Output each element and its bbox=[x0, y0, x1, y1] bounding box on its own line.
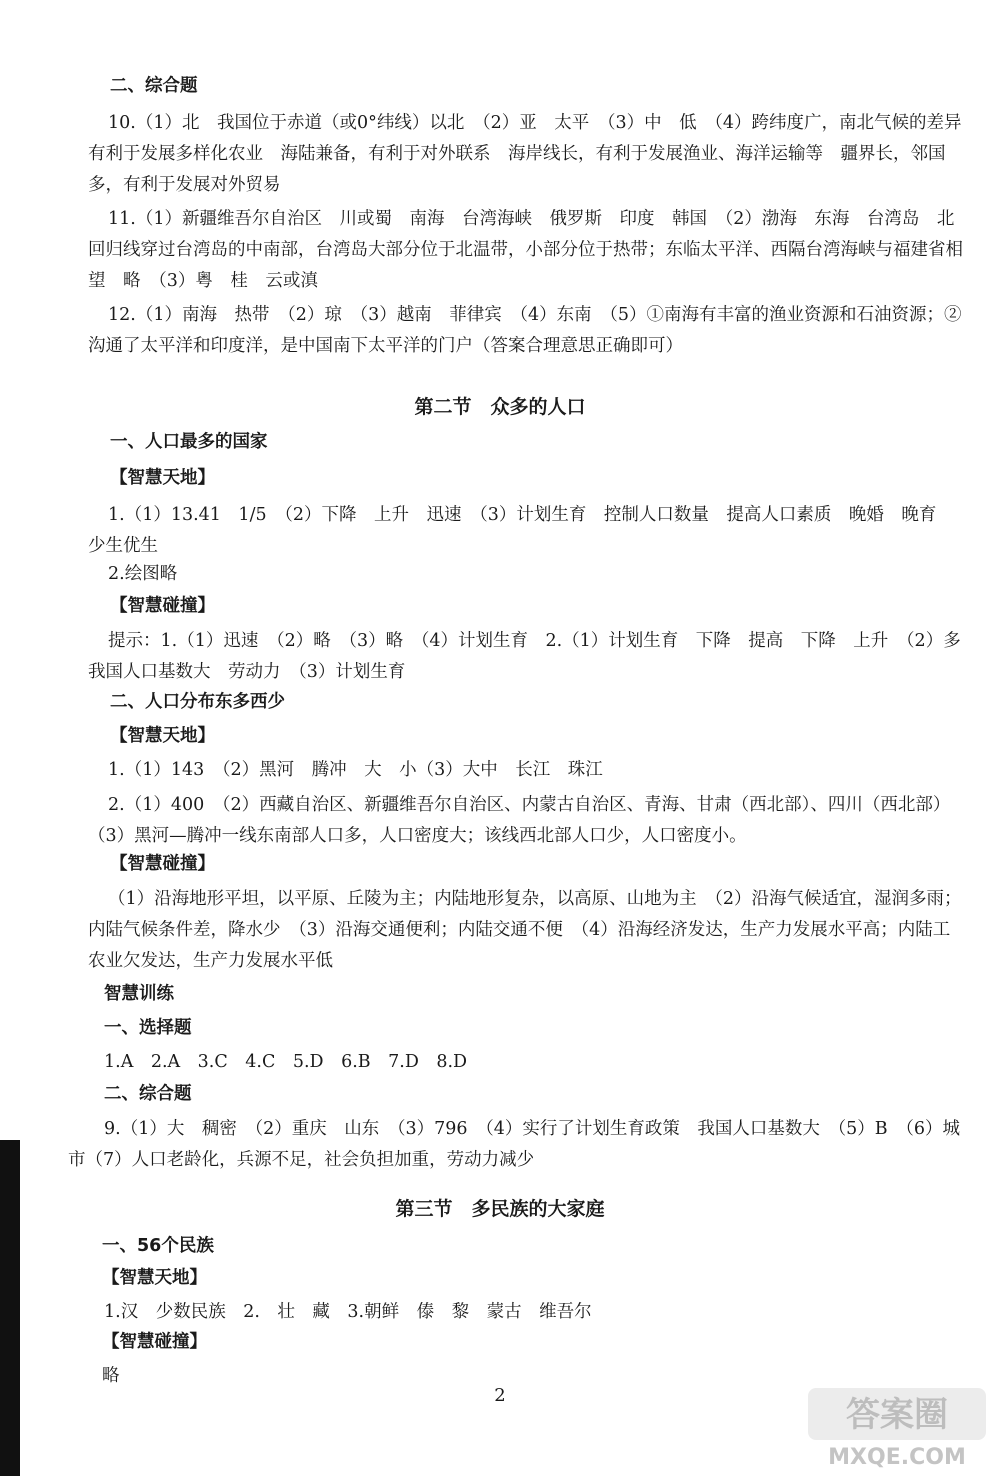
heading-zhihui-pengzhuang-3: 【智慧碰撞】 bbox=[102, 1332, 207, 1352]
heading-zonghe-2: 二、综合题 bbox=[104, 1084, 192, 1104]
heading-zhihui-pengzhuang-1: 【智慧碰撞】 bbox=[110, 596, 215, 616]
heading-zhihui-tiandi-1: 【智慧天地】 bbox=[110, 468, 215, 488]
heading-renkou-2: 二、人口分布东多西少 bbox=[110, 692, 285, 712]
watermark-logo bbox=[802, 1384, 992, 1470]
heading-minzu: 一、56个民族 bbox=[102, 1236, 214, 1256]
page-edge-bar bbox=[0, 1140, 20, 1476]
renkou-answer-4: 1.（1）143 （2）黑河 腾冲 大 小（3）大中 长江 珠江 bbox=[108, 760, 603, 780]
heading-zhihui-pengzhuang-2: 【智慧碰撞】 bbox=[110, 854, 215, 874]
watermark-url: MXQE.COM bbox=[828, 1445, 966, 1470]
page-number: 2 bbox=[494, 1385, 506, 1406]
renkou-answer-6: （1）沿海地形平坦，以平原、丘陵为主；内陆地形复杂，以高原、山地为主 （2）沿海气候适宜，湿润多雨；内陆气候条件差，降水少 （3）沿海交通便利；内陆交通不便 （4）沿海经济发达，生产力发展水平高；内陆工农业欠发达，生产力发展水平低 bbox=[88, 889, 962, 971]
minzu-answer-1: 1.汉 少数民族 2. 壮 藏 3.朝鲜 傣 黎 蒙古 维吾尔 bbox=[104, 1302, 592, 1322]
heading-zhihui-tiandi-3: 【智慧天地】 bbox=[102, 1268, 207, 1288]
section-title-3: 第三节 多民族的大家庭 bbox=[395, 1198, 605, 1220]
renkou-answer-1: 1.（1）13.41 1/5 （2）下降 上升 迅速 （3）计划生育 控制人口数量 提高人口素质 晚婚 晚育 少生优生 bbox=[88, 505, 954, 556]
heading-zhihui-xunlian: 智慧训练 bbox=[104, 984, 174, 1004]
heading-renkou-1: 一、人口最多的国家 bbox=[110, 432, 268, 452]
answer-12: 12.（1）南海 热带 （2）琼 （3）越南 菲律宾 （4）东南 （5）①南海有丰富的渔业资源和石油资源；②沟通了太平洋和印度洋，是中国南下太平洋的门户（答案合理意思正确即可） bbox=[88, 305, 962, 356]
lue-text: 略 bbox=[102, 1366, 120, 1386]
renkou-answer-2: 2.绘图略 bbox=[108, 564, 178, 584]
heading-zhihui-tiandi-2: 【智慧天地】 bbox=[110, 726, 215, 746]
answer-10: 10.（1）北 我国位于赤道（或0°纬线）以北 （2）亚 太平 （3）中 低 （4）跨纬度广，南北气候的差异有利于发展多样化农业 海陆兼备，有利于对外联系 海岸线长，有利于发展渔业、海洋运输等 疆界长，邻国多，有利于发展对外贸易 bbox=[88, 113, 962, 195]
renkou-answer-5: 2.（1）400 （2）西藏自治区、新疆维吾尔自治区、内蒙古自治区、青海、甘肃（西北部）、四川（西北部） （3）黑河—腾冲一线东南部人口多，人口密度大；该线西北部人口少，人口密度小。 bbox=[88, 795, 960, 846]
xuanze-answers: 1.A 2.A 3.C 4.C 5.D 6.B 7.D 8.D bbox=[104, 1052, 468, 1072]
section-title-2: 第二节 众多的人口 bbox=[414, 396, 586, 418]
heading-zonghe-1: 二、综合题 bbox=[110, 76, 198, 96]
answer-11: 11.（1）新疆维吾尔自治区 川或蜀 南海 台湾海峡 俄罗斯 印度 韩国 （2）渤海 东海 台湾岛 北回归线穿过台湾岛的中南部，台湾岛大部分位于北温带，小部分位于热带；东临太平洋、西隔台湾海峡与福建省相望 略 （3）粤 桂 云或滇 bbox=[88, 209, 963, 291]
renkou-answer-3: 提示：1.（1）迅速 （2）略 （3）略 （4）计划生育 2.（1）计划生育 下降 提高 下降 上升 （2）多 我国人口基数大 劳动力 （3）计划生育 bbox=[88, 631, 979, 682]
watermark-text: 答案圈 bbox=[846, 1395, 948, 1435]
answer-9: 9.（1）大 稠密 （2）重庆 山东 （3）796 （4）实行了计划生育政策 我国人口基数大 （5）B （6）城市（7）人口老龄化，兵源不足，社会负担加重，劳动力减少 bbox=[68, 1119, 961, 1170]
heading-xuanze: 一、选择题 bbox=[104, 1018, 192, 1038]
